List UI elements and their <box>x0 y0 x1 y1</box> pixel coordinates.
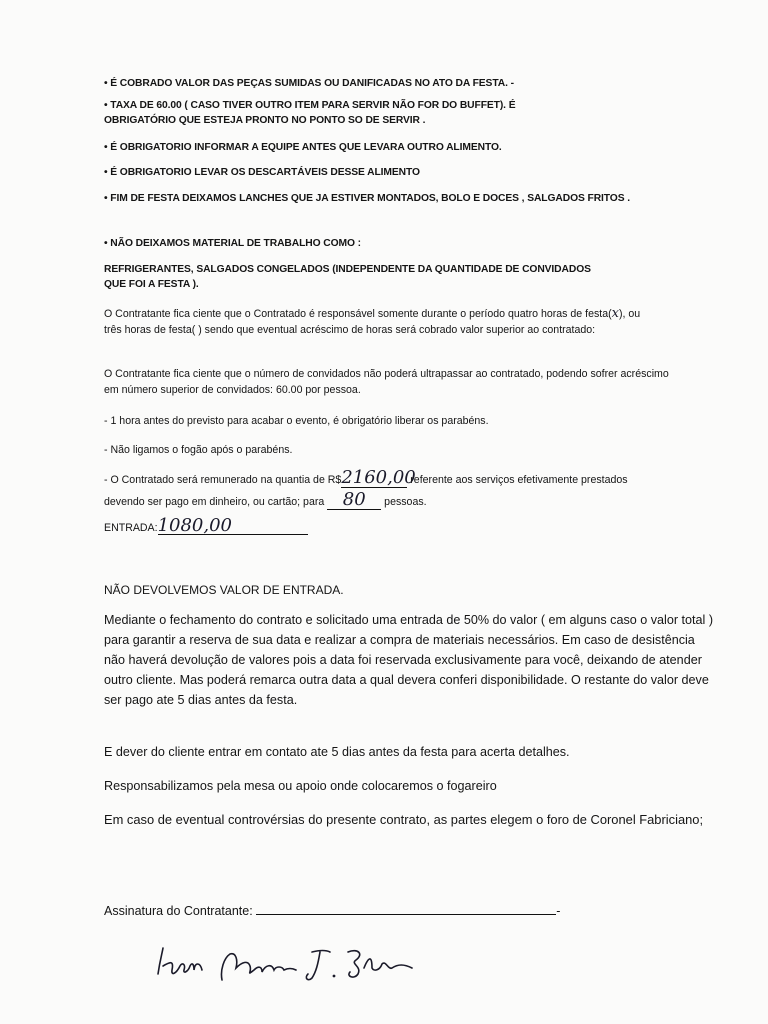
line-parabens: - 1 hora antes do previsto para acabar o evento, é obrigatório liberar os parabéns. <box>104 415 489 427</box>
clause-guests: O Contratante fica ciente que o número de convidados não poderá ultrapassar ao contratado, podendo sofrer acréscimo em número superior de convidados: 60.00 por pessoa. <box>104 368 669 396</box>
bullet-disposables: • É OBRIGATORIO LEVAR OS DESCARTÁVEIS DESSE ALIMENTO <box>104 167 420 178</box>
payment-amount: 2160,00 <box>341 467 416 488</box>
table-note: Responsabilizamos pela mesa ou apoio onde colocaremos o fogareiro <box>104 779 497 793</box>
bullet-inform-team: • É OBRIGATORIO INFORMAR A EQUIPE ANTES QUE LEVARA OUTRO ALIMENTO. <box>104 142 502 153</box>
line-fogao: - Não ligamos o fogão após o parabéns. <box>104 444 293 456</box>
bullet-end-of-party: • FIM DE FESTA DEIXAMOS LANCHES QUE JA ESTIVER MONTADOS, BOLO E DOCES , SALGADOS FRITOS . <box>104 193 630 204</box>
hours-checkmark: x <box>611 306 619 321</box>
forum-clause: Em caso de eventual controvérsias do presente contrato, as partes elegem o foro de Coronel Fabriciano; <box>104 812 704 827</box>
bullet-materials: • NÃO DEIXAMOS MATERIAL DE TRABALHO COMO : <box>104 238 362 249</box>
bullet-missing-items: • É COBRADO VALOR DAS PEÇAS SUMIDAS OU DANIFICADAS NO ATO DA FESTA. - <box>104 78 514 89</box>
entrada-value: 1080,00 <box>158 518 308 535</box>
clause-payment: - O Contratado será remunerado na quantia de R$2160,00 referente aos serviços efetivamente prestados devendo ser pago em dinheiro, ou cartão; para 80 pessoas. <box>104 467 628 510</box>
bullet-fee: • TAXA DE 60.00 ( CASO TIVER OUTRO ITEM PARA SERVIR NÃO FOR DO BUFFET). É OBRIGATÓRIO QUE ESTEJA PRONTO NO PONTO SO DE SERVIR . <box>104 100 516 126</box>
signature-blank <box>256 900 556 915</box>
materials-list: REFRIGERANTES, SALGADOS CONGELADOS (INDEPENDENTE DA QUANTIDADE DE CONVIDADOS QUE FOI A FESTA ). <box>104 264 591 290</box>
no-refund-text: Mediante o fechamento do contrato e solicitado uma entrada de 50% do valor ( em alguns caso o valor total ) para garantir a reserva de sua data e realizar a compra de materiais necessários. Em caso de desistência não haverá devolução de valores pois a data foi reservada exclusivamente para você, deixando de atender outro cliente. Mas poderá remarca outra data a qual devera conferi disponibilidade. O restante do valor deve ser pago ate 5 dias antes da festa. <box>104 613 714 707</box>
signature-line: Assinatura do Contratante: - <box>104 900 724 921</box>
handwritten-signature <box>150 940 450 990</box>
client-duty: E dever do cliente entrar em contato ate 5 dias antes da festa para acerta detalhes. <box>104 745 570 759</box>
payment-guests: 80 <box>327 490 381 510</box>
clause-hours: O Contratante fica ciente que o Contratado é responsável somente durante o período quatro horas de festa(x), ou três horas de festa( ) sendo que eventual acréscimo de horas será cobrado valor superior ao contratado: <box>104 306 641 336</box>
entrada-line: ENTRADA:1080,00 <box>104 518 724 536</box>
no-refund-title: NÃO DEVOLVEMOS VALOR DE ENTRADA. <box>104 583 344 597</box>
